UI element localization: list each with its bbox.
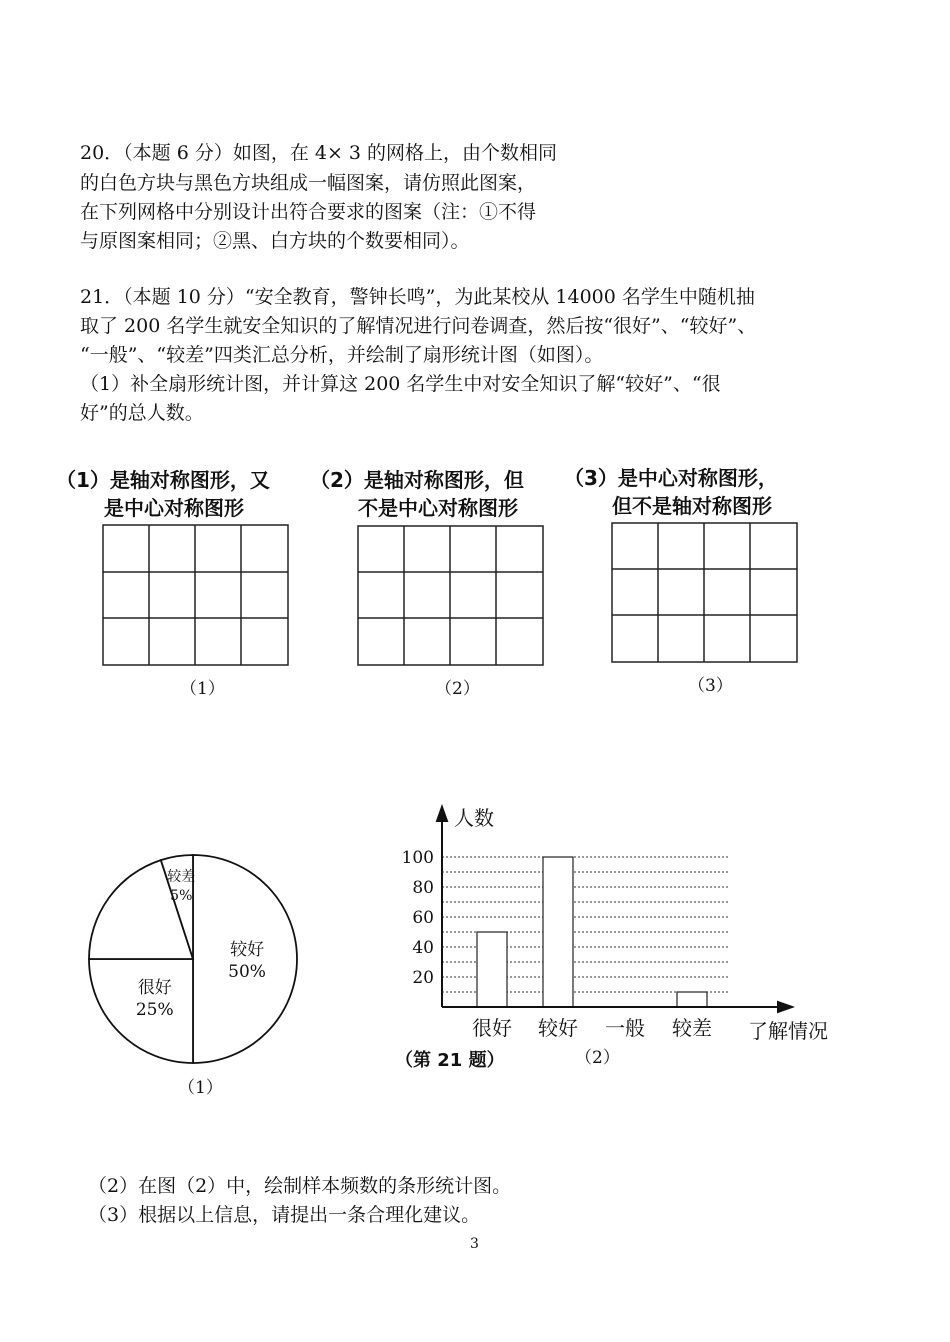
bar-1 [543, 857, 573, 1007]
grid-3-caption: （3） [688, 676, 733, 696]
y-tick-label: 40 [412, 938, 434, 958]
pie-percent-0: 50% [228, 962, 266, 982]
y-tick-label: 20 [412, 968, 434, 988]
design-grid-2[interactable] [358, 526, 543, 665]
q20-line-1: 20．（本题 6 分）如图，在 4× 3 的网格上，由个数相同 [80, 142, 558, 164]
q21-line-5: 好”的总人数。 [80, 402, 204, 424]
x-category-label: 一般 [605, 1016, 645, 1040]
x-axis-label: 了解情况 [748, 1019, 828, 1043]
x-category-label: 较差 [672, 1016, 712, 1040]
q21-part-3: （3）根据以上信息，请提出一条合理化建议。 [88, 1204, 481, 1226]
q21-part-2: （2）在图（2）中，绘制样本频数的条形统计图。 [88, 1175, 512, 1197]
q21-line-4: （1）补全扇形统计图，并计算这 200 名学生中对安全知识了解“较好”、“很 [80, 373, 721, 395]
q21-line-3: “一般”、“较差”四类汇总分析，并绘制了扇形统计图（如图）。 [80, 344, 604, 366]
q20-line-4: 与原图案相同；②黑、白方块的个数要相同）。 [80, 230, 470, 252]
bar-0 [477, 932, 507, 1007]
y-axis-label: 人数 [454, 806, 494, 830]
figure-label: （第 21 题） [395, 1050, 505, 1071]
pie-chart [80, 850, 320, 1100]
bar-chart [390, 795, 850, 1055]
bar-caption: （2） [575, 1048, 620, 1068]
pie-label-2: 较差 [167, 869, 196, 886]
grid-2-title-line-1: （2）是轴对称图形，但 [310, 468, 524, 492]
y-tick-label: 100 [401, 848, 434, 868]
grid-1-title-line-2: 是中心对称图形 [104, 496, 244, 520]
design-grid-3[interactable] [612, 523, 797, 662]
y-tick-label: 80 [412, 878, 434, 898]
pie-label-1: 很好 [137, 978, 172, 999]
grid-3-title-line-1: （3）是中心对称图形， [564, 466, 778, 490]
grid-2-title-line-2: 不是中心对称图形 [358, 496, 518, 520]
q21-line-2: 取了 200 名学生就安全知识的了解情况进行问卷调查，然后按“很好”、“较好”、 [80, 315, 757, 337]
pie-percent-1: 25% [135, 1000, 174, 1021]
grid-3-title-line-2: 但不是轴对称图形 [612, 494, 772, 518]
y-axis-arrow-icon [437, 807, 447, 821]
page-number: 3 [470, 1236, 479, 1252]
grid-1-caption: （1） [180, 679, 225, 699]
grid-2-caption: （2） [435, 679, 480, 699]
pie-percent-2: 5% [170, 888, 193, 905]
q21-line-1: 21．（本题 10 分）“安全教育，警钟长鸣”，为此某校从 14000 名学生中随机抽 [80, 286, 755, 308]
x-category-label: 较好 [538, 1016, 578, 1040]
q20-line-2: 的白色方块与黑色方块组成一幅图案，请仿照此图案， [80, 172, 537, 194]
grid-1-title-line-1: （1）是轴对称图形，又 [56, 468, 270, 492]
design-grid-1[interactable] [103, 525, 288, 665]
bar-3 [677, 992, 707, 1007]
x-axis-arrow-icon [778, 1002, 792, 1012]
q20-line-3: 在下列网格中分别设计出符合要求的图案（注：①不得 [80, 201, 537, 223]
y-tick-label: 60 [412, 908, 434, 928]
x-category-label: 很好 [472, 1016, 512, 1040]
pie-label-0: 较好 [230, 940, 265, 960]
pie-caption: （1） [178, 1078, 223, 1098]
